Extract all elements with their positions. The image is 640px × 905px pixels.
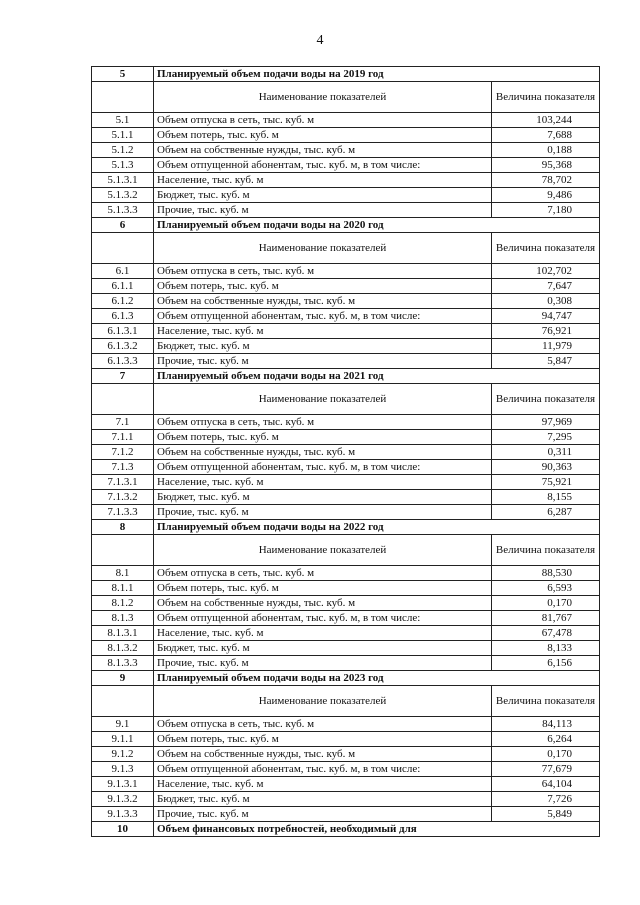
table-row xyxy=(92,490,600,505)
row-name: Объем отпуска в сеть, тыс. куб. м xyxy=(154,566,492,581)
row-value: 76,921 xyxy=(492,324,600,339)
row-name: Объем отпущенной абонентам, тыс. куб. м, в том числе: xyxy=(154,762,492,777)
section-number: 7 xyxy=(92,369,154,384)
row-code: 7.1.1 xyxy=(92,430,154,445)
row-name: Объем отпущенной абонентам, тыс. куб. м, в том числе: xyxy=(154,460,492,475)
row-code: 6.1.3 xyxy=(92,309,154,324)
row-code: 6.1.1 xyxy=(92,279,154,294)
row-code: 8.1.3.3 xyxy=(92,656,154,671)
row-code: 9.1.2 xyxy=(92,747,154,762)
row-name: Население, тыс. куб. м xyxy=(154,324,492,339)
section-title: Планируемый объем подачи воды на 2023 год xyxy=(154,671,600,686)
row-value: 84,113 xyxy=(492,717,600,732)
row-value: 97,969 xyxy=(492,415,600,430)
row-code: 5.1.2 xyxy=(92,143,154,158)
row-value: 0,188 xyxy=(492,143,600,158)
row-name: Прочие, тыс. куб. м xyxy=(154,656,492,671)
header-row xyxy=(92,535,600,566)
header-row xyxy=(92,686,600,717)
header-name-cell: Наименование показателей xyxy=(154,535,492,566)
row-name: Объем отпуска в сеть, тыс. куб. м xyxy=(154,717,492,732)
header-name-cell: Наименование показателей xyxy=(154,82,492,113)
table-row xyxy=(92,626,600,641)
row-code: 9.1.3.2 xyxy=(92,792,154,807)
row-name: Объем отпущенной абонентам, тыс. куб. м, в том числе: xyxy=(154,611,492,626)
row-value: 0,311 xyxy=(492,445,600,460)
row-code: 6.1.3.1 xyxy=(92,324,154,339)
row-code: 6.1.3.2 xyxy=(92,339,154,354)
row-name: Объем отпуска в сеть, тыс. куб. м xyxy=(154,415,492,430)
header-empty-cell xyxy=(92,686,154,717)
row-name: Объем отпуска в сеть, тыс. куб. м xyxy=(154,264,492,279)
row-value: 75,921 xyxy=(492,475,600,490)
table-row xyxy=(92,717,600,732)
table-row xyxy=(92,128,600,143)
row-name: Объем на собственные нужды, тыс. куб. м xyxy=(154,143,492,158)
row-value: 6,287 xyxy=(492,505,600,520)
row-name: Население, тыс. куб. м xyxy=(154,777,492,792)
row-value: 0,308 xyxy=(492,294,600,309)
section-title-row xyxy=(92,520,600,535)
header-value-cell: Величина показателя xyxy=(492,686,600,717)
row-name: Объем потерь, тыс. куб. м xyxy=(154,732,492,747)
row-name: Объем потерь, тыс. куб. м xyxy=(154,581,492,596)
table-row xyxy=(92,415,600,430)
row-code: 9.1.3.3 xyxy=(92,807,154,822)
section-number: 10 xyxy=(92,822,154,837)
row-name: Объем на собственные нужды, тыс. куб. м xyxy=(154,294,492,309)
header-row xyxy=(92,384,600,415)
header-empty-cell xyxy=(92,384,154,415)
row-code: 7.1.3.1 xyxy=(92,475,154,490)
table-row xyxy=(92,324,600,339)
row-value: 7,647 xyxy=(492,279,600,294)
table-row xyxy=(92,264,600,279)
row-value: 102,702 xyxy=(492,264,600,279)
header-name-cell: Наименование показателей xyxy=(154,686,492,717)
table-row xyxy=(92,777,600,792)
table-row xyxy=(92,596,600,611)
row-code: 5.1.3.2 xyxy=(92,188,154,203)
row-code: 7.1 xyxy=(92,415,154,430)
row-name: Объем отпущенной абонентам, тыс. куб. м, в том числе: xyxy=(154,309,492,324)
table-row xyxy=(92,188,600,203)
row-name: Объем на собственные нужды, тыс. куб. м xyxy=(154,445,492,460)
header-value-cell: Величина показателя xyxy=(492,535,600,566)
section-number: 9 xyxy=(92,671,154,686)
row-code: 8.1.1 xyxy=(92,581,154,596)
row-value: 64,104 xyxy=(492,777,600,792)
row-code: 8.1.3.2 xyxy=(92,641,154,656)
table-row xyxy=(92,581,600,596)
row-name: Бюджет, тыс. куб. м xyxy=(154,792,492,807)
row-code: 6.1 xyxy=(92,264,154,279)
row-code: 5.1 xyxy=(92,113,154,128)
row-code: 5.1.1 xyxy=(92,128,154,143)
row-code: 8.1 xyxy=(92,566,154,581)
table-row xyxy=(92,203,600,218)
row-value: 95,368 xyxy=(492,158,600,173)
row-name: Бюджет, тыс. куб. м xyxy=(154,641,492,656)
row-name: Население, тыс. куб. м xyxy=(154,626,492,641)
row-code: 7.1.3.2 xyxy=(92,490,154,505)
row-name: Бюджет, тыс. куб. м xyxy=(154,339,492,354)
row-name: Объем отпущенной абонентам, тыс. куб. м, в том числе: xyxy=(154,158,492,173)
table-row xyxy=(92,656,600,671)
table-row xyxy=(92,309,600,324)
row-value: 5,847 xyxy=(492,354,600,369)
row-code: 8.1.3 xyxy=(92,611,154,626)
section-title: Планируемый объем подачи воды на 2019 год xyxy=(154,67,600,82)
row-code: 7.1.3.3 xyxy=(92,505,154,520)
row-value: 9,486 xyxy=(492,188,600,203)
section-title-row xyxy=(92,671,600,686)
row-code: 9.1 xyxy=(92,717,154,732)
table-row xyxy=(92,747,600,762)
row-value: 7,726 xyxy=(492,792,600,807)
row-value: 6,156 xyxy=(492,656,600,671)
row-value: 88,530 xyxy=(492,566,600,581)
row-name: Население, тыс. куб. м xyxy=(154,475,492,490)
header-name-cell: Наименование показателей xyxy=(154,233,492,264)
row-value: 6,593 xyxy=(492,581,600,596)
section-number: 5 xyxy=(92,67,154,82)
table-row xyxy=(92,732,600,747)
row-value: 67,478 xyxy=(492,626,600,641)
header-name-cell: Наименование показателей xyxy=(154,384,492,415)
table-row xyxy=(92,762,600,777)
header-value-cell: Величина показателя xyxy=(492,384,600,415)
section-title-row xyxy=(92,67,600,82)
row-value: 94,747 xyxy=(492,309,600,324)
row-value: 7,688 xyxy=(492,128,600,143)
section-title: Планируемый объем подачи воды на 2020 год xyxy=(154,218,600,233)
row-name: Бюджет, тыс. куб. м xyxy=(154,188,492,203)
table-row xyxy=(92,445,600,460)
row-value: 0,170 xyxy=(492,596,600,611)
row-code: 5.1.3.1 xyxy=(92,173,154,188)
row-value: 103,244 xyxy=(492,113,600,128)
header-empty-cell xyxy=(92,233,154,264)
row-name: Прочие, тыс. куб. м xyxy=(154,203,492,218)
page-number: 4 xyxy=(316,33,324,48)
row-name: Население, тыс. куб. м xyxy=(154,173,492,188)
water-supply-table xyxy=(91,66,600,837)
table-row xyxy=(92,173,600,188)
table-row xyxy=(92,294,600,309)
table-row xyxy=(92,792,600,807)
section-title: Планируемый объем подачи воды на 2022 год xyxy=(154,520,600,535)
section-title: Планируемый объем подачи воды на 2021 год xyxy=(154,369,600,384)
table-row xyxy=(92,279,600,294)
header-empty-cell xyxy=(92,535,154,566)
table-row xyxy=(92,641,600,656)
row-code: 8.1.2 xyxy=(92,596,154,611)
row-value: 7,295 xyxy=(492,430,600,445)
table-row xyxy=(92,354,600,369)
row-code: 7.1.3 xyxy=(92,460,154,475)
row-name: Прочие, тыс. куб. м xyxy=(154,354,492,369)
row-code: 9.1.3.1 xyxy=(92,777,154,792)
table-row xyxy=(92,807,600,822)
row-name: Бюджет, тыс. куб. м xyxy=(154,490,492,505)
section-title-row xyxy=(92,218,600,233)
row-name: Объем на собственные нужды, тыс. куб. м xyxy=(154,596,492,611)
row-value: 90,363 xyxy=(492,460,600,475)
row-code: 9.1.3 xyxy=(92,762,154,777)
row-code: 5.1.3.3 xyxy=(92,203,154,218)
table-row xyxy=(92,460,600,475)
table-row xyxy=(92,505,600,520)
row-value: 8,133 xyxy=(492,641,600,656)
header-row xyxy=(92,82,600,113)
row-code: 6.1.2 xyxy=(92,294,154,309)
table-row xyxy=(92,143,600,158)
table-row xyxy=(92,566,600,581)
final-section-row xyxy=(92,822,600,837)
row-name: Объем потерь, тыс. куб. м xyxy=(154,430,492,445)
table-row xyxy=(92,113,600,128)
header-empty-cell xyxy=(92,82,154,113)
row-code: 9.1.1 xyxy=(92,732,154,747)
row-value: 7,180 xyxy=(492,203,600,218)
row-code: 6.1.3.3 xyxy=(92,354,154,369)
row-name: Объем потерь, тыс. куб. м xyxy=(154,128,492,143)
table-row xyxy=(92,611,600,626)
row-name: Объем отпуска в сеть, тыс. куб. м xyxy=(154,113,492,128)
row-value: 81,767 xyxy=(492,611,600,626)
header-value-cell: Величина показателя xyxy=(492,82,600,113)
row-value: 78,702 xyxy=(492,173,600,188)
row-value: 11,979 xyxy=(492,339,600,354)
section-number: 6 xyxy=(92,218,154,233)
header-row xyxy=(92,233,600,264)
row-value: 77,679 xyxy=(492,762,600,777)
section-title: Объем финансовых потребностей, необходимый для xyxy=(154,822,600,837)
table-row xyxy=(92,158,600,173)
row-code: 8.1.3.1 xyxy=(92,626,154,641)
row-code: 5.1.3 xyxy=(92,158,154,173)
row-code: 7.1.2 xyxy=(92,445,154,460)
row-name: Прочие, тыс. куб. м xyxy=(154,807,492,822)
row-value: 5,849 xyxy=(492,807,600,822)
row-name: Объем потерь, тыс. куб. м xyxy=(154,279,492,294)
section-title-row xyxy=(92,369,600,384)
row-name: Объем на собственные нужды, тыс. куб. м xyxy=(154,747,492,762)
row-value: 8,155 xyxy=(492,490,600,505)
section-number: 8 xyxy=(92,520,154,535)
table-row xyxy=(92,430,600,445)
header-value-cell: Величина показателя xyxy=(492,233,600,264)
table-row xyxy=(92,339,600,354)
row-value: 6,264 xyxy=(492,732,600,747)
row-value: 0,170 xyxy=(492,747,600,762)
table-row xyxy=(92,475,600,490)
row-name: Прочие, тыс. куб. м xyxy=(154,505,492,520)
